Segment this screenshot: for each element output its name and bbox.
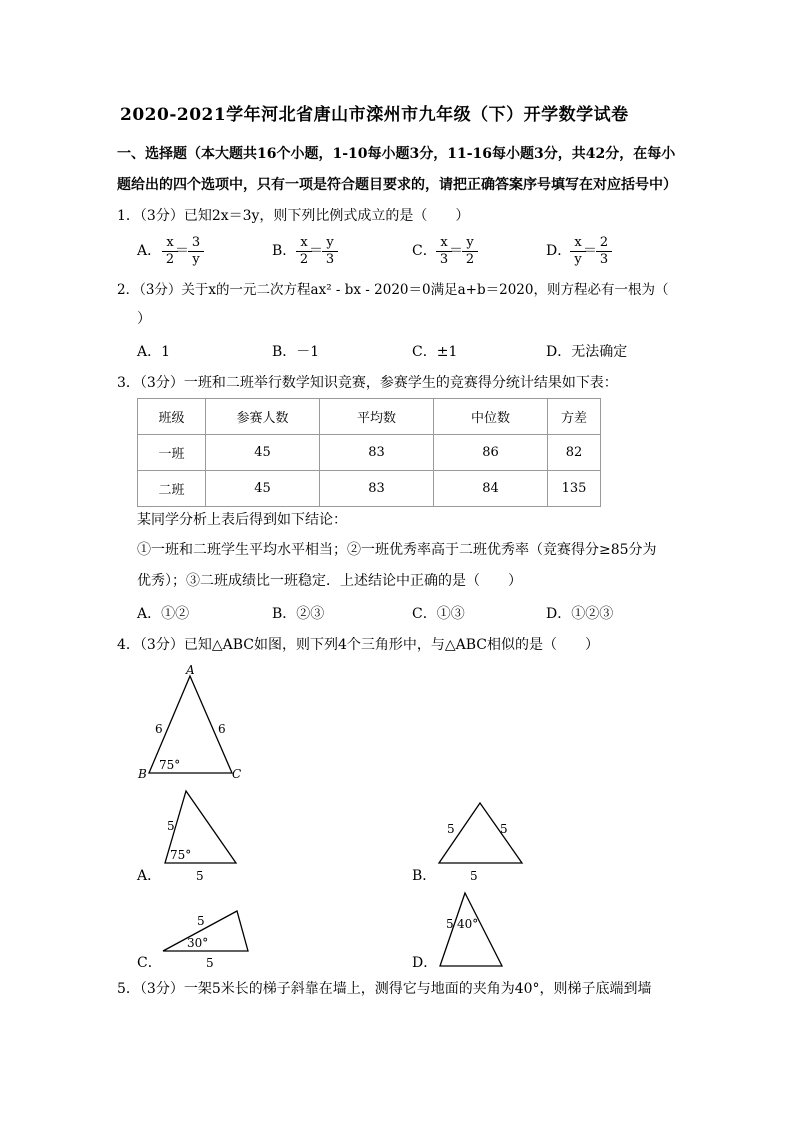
q4-stem: 4．（3分）已知△ABC如图，则下列4个三角形中，与△ABC相似的是（ ） <box>117 637 599 653</box>
angle-label: 40° <box>457 917 479 931</box>
angle-label: 30° <box>187 936 209 950</box>
q4-option-b-figure <box>439 803 522 883</box>
score-table <box>137 398 601 507</box>
q1-option-label: C． <box>412 243 437 259</box>
q2-option-a[interactable]: A．1 <box>137 344 171 360</box>
q3-analysis-intro: 某同学分析上表后得到如下结论： <box>137 512 347 528</box>
table-row <box>138 471 601 507</box>
table-cell: 82 <box>548 435 601 471</box>
triangle-shape <box>163 911 248 951</box>
q2-option-c[interactable]: C．±1 <box>412 344 458 360</box>
triangle-abc <box>137 663 241 781</box>
table-header-row <box>138 399 601 435</box>
fraction-left: $\frac{x}{3}$ <box>436 236 452 267</box>
table-header: 参赛人数 <box>206 399 320 435</box>
q1-stem: 1．（3分）已知2x＝3y，则下列比例式成立的是（ ） <box>117 208 470 224</box>
vertex-label-c: C <box>232 767 242 781</box>
angle-label: 75° <box>170 848 192 862</box>
side-label: 5 <box>446 917 454 931</box>
table-header: 平均数 <box>320 399 434 435</box>
q3-option-d[interactable]: D．①②③ <box>546 606 614 622</box>
triangle-shape <box>165 791 236 863</box>
table-cell: 84 <box>434 471 548 507</box>
table-header: 班级 <box>138 399 206 435</box>
q2-option-d[interactable]: D．无法确定 <box>546 344 628 360</box>
q3-conclusions-line2: 优秀）；③二班成绩比一班稳定．上述结论中正确的是（ ） <box>137 573 522 589</box>
table-header: 方差 <box>548 399 601 435</box>
base-label: 5 <box>196 869 204 883</box>
fraction-right: $\frac{y}{3}$ <box>322 236 338 267</box>
q4-option-d[interactable]: D． <box>412 955 438 971</box>
page-title: 2020-2021学年河北省唐山市滦州市九年级（下）开学数学试卷 <box>120 105 629 125</box>
section-heading-line2: 题给出的四个选项中，只有一项是符合题目要求的，请把正确答案序号填写在对应括号中） <box>117 177 677 193</box>
table-cell: 135 <box>548 471 601 507</box>
q2-option-b[interactable]: B．－1 <box>272 344 320 360</box>
triangle-shape <box>439 803 522 863</box>
equals-sign: ＝ <box>309 243 323 259</box>
q3-option-c[interactable]: C．①③ <box>412 606 465 622</box>
base-label: 5 <box>206 956 214 970</box>
q4-option-c-figure <box>163 911 248 970</box>
q3-stem: 3．（3分）一班和二班举行数学知识竞赛，参赛学生的竞赛得分统计结果如下表： <box>117 375 618 391</box>
table-cell: 83 <box>320 471 434 507</box>
equals-sign: ＝ <box>449 243 463 259</box>
base-label: 5 <box>470 869 478 883</box>
equals-sign: ＝ <box>175 243 189 259</box>
q4-option-a-figure <box>165 791 236 883</box>
q3-conclusions-line1: ①一班和二班学生平均水平相当；②一班优秀率高于二班优秀率（竞赛得分≥85分为 <box>137 542 657 558</box>
table-cell: 45 <box>206 471 320 507</box>
table-header: 中位数 <box>434 399 548 435</box>
q4-option-b[interactable]: B． <box>412 868 437 884</box>
triangle-abc-shape <box>149 676 232 773</box>
side-label-left: 5 <box>447 822 455 836</box>
q1-option-label: A． <box>137 243 162 259</box>
equals-sign: ＝ <box>583 243 597 259</box>
q5-stem: 5．（3分）一架5米长的梯子斜靠在墙上，测得它与地面的夹角为40°，则梯子底端到墙 <box>117 981 652 997</box>
fraction-left: $\frac{x}{2}$ <box>296 236 312 267</box>
side-label: 5 <box>167 819 175 833</box>
side-label: 5 <box>197 914 205 928</box>
side-label-right: 5 <box>500 822 508 836</box>
table-cell: 86 <box>434 435 548 471</box>
q3-option-b[interactable]: B．②③ <box>272 606 325 622</box>
side-label-ac: 6 <box>218 722 226 736</box>
fraction-left: $\frac{x}{y}$ <box>570 236 586 267</box>
q2-stem-line2: ） <box>137 311 151 327</box>
q4-option-d-figure <box>440 893 502 966</box>
table-row <box>138 435 601 471</box>
triangle-shape <box>440 893 502 966</box>
vertex-label-a: A <box>186 663 195 677</box>
q3-option-a[interactable]: A．①② <box>137 606 190 622</box>
q2-stem-line1: 2．（3分）关于x的一元二次方程ax² - bx - 2020＝0满足a+b＝2020，则方程必有一根为（ <box>117 282 669 298</box>
q4-option-c[interactable]: C． <box>137 955 162 971</box>
vertex-label-b: B <box>138 767 147 781</box>
fraction-left: $\frac{x}{2}$ <box>162 236 178 267</box>
table-cell: 二班 <box>138 471 206 507</box>
table-cell: 45 <box>206 435 320 471</box>
section-heading-line1: 一、选择题（本大题共16个小题，1-10每小题3分，11-16每小题3分，共42分，在每小 <box>117 146 676 162</box>
table-cell: 一班 <box>138 435 206 471</box>
fraction-right: $\frac{y}{2}$ <box>462 236 478 267</box>
angle-label-b: 75° <box>159 758 181 772</box>
side-label-ab: 6 <box>155 722 163 736</box>
table-cell: 83 <box>320 435 434 471</box>
fraction-right: $\frac{3}{y}$ <box>188 236 204 267</box>
q1-option-label: D． <box>546 243 572 259</box>
q1-option-label: B． <box>272 243 297 259</box>
q4-option-a[interactable]: A． <box>137 868 162 884</box>
fraction-right: $\frac{2}{3}$ <box>596 236 612 267</box>
